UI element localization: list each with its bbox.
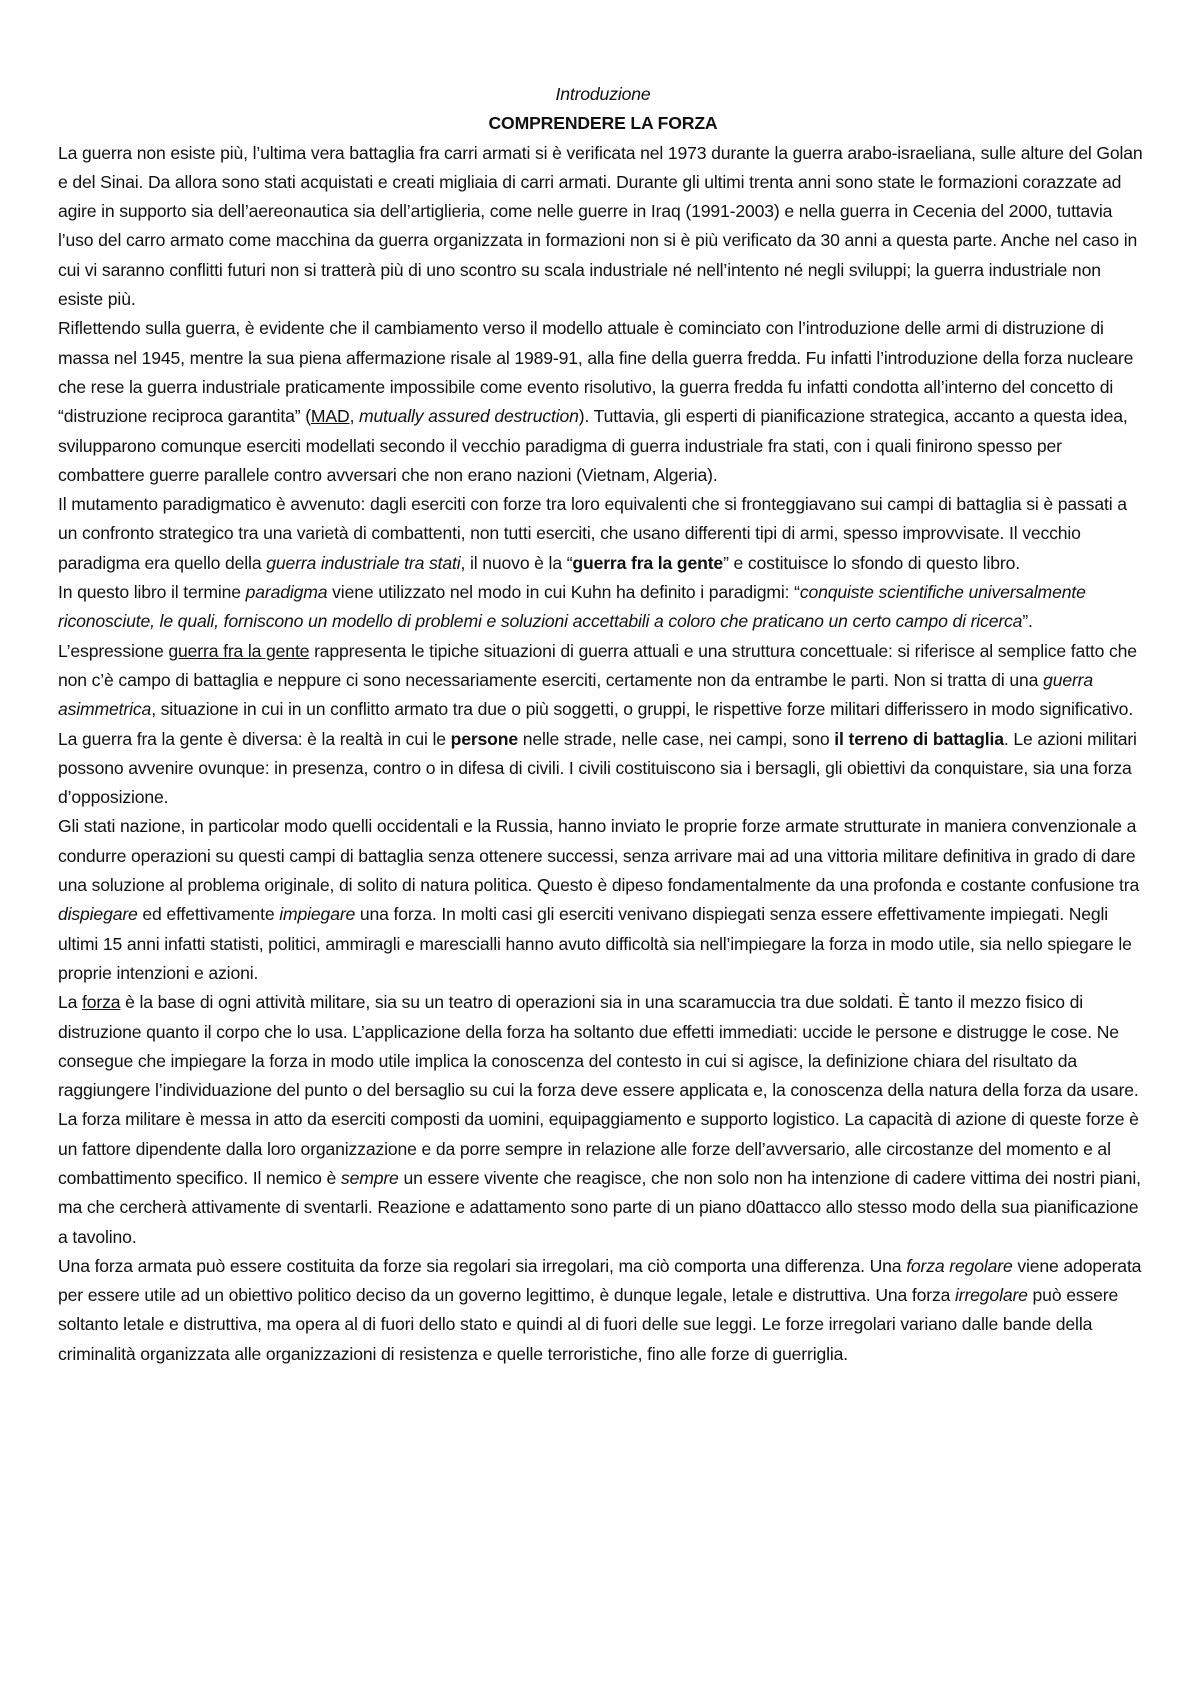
document-page xyxy=(58,80,1148,1369)
paragraph-7-text-c: un essere vivente che reagisce, che non solo non ha intenzione di cadere vittima dei nostri piani, ma che cercherà attivamente di sventarli. Reazione e adattamento sono parte di un piano d0attacco allo stesso modo della sua pianificazione a tavolino. xyxy=(58,1167,1141,1247)
underlined-war-among-people: guerra fra la gente xyxy=(168,640,310,661)
paragraph-6-text-b: ed effettivamente xyxy=(137,904,280,925)
paragraph-5-text-e: . Le azioni militari possono avvenire ovunque: in presenza, contro o in difesa di civili. I civili costituiscono sia i bersagli, gli obiettivi da conquistare, sia una forza d’opposizione. xyxy=(58,728,1137,808)
paragraph-4-text-a: In questo libro il termine xyxy=(58,582,246,603)
emphasis-industrial-war: guerra industriale tra stati xyxy=(266,552,461,573)
paragraph-3 xyxy=(58,490,1148,578)
mad-acronym: MAD xyxy=(310,406,350,427)
paragraph-8-text-b: viene adoperata per essere utile ad un obiettivo politico deciso da un governo legittimo, è dunque legale, letale e distruttiva. Una forza xyxy=(58,1255,1142,1306)
emphasis-always: sempre xyxy=(340,1167,399,1188)
paragraph-6-text-c: una forza. In molti casi gli eserciti venivano dispiegati senza essere effettivamente impiegati. Negli ultimi 15 anni infatti statisti, politici, ammiragli e marescialli hanno avuto difficoltà sia nell’impiegare la forza in modo utile, sia nello spiegare le proprie intenzioni e azioni. xyxy=(58,904,1132,983)
emphasis-deploy: dispiegare xyxy=(58,904,138,925)
bold-battlefield: il terreno di battaglia xyxy=(834,728,1004,749)
emphasis-employ: impiegare xyxy=(279,904,356,925)
paragraph-8-text-a: Una forza armata può essere costituita da forze sia regolari sia irregolari, ma ciò comporta una differenza. Una xyxy=(58,1255,907,1276)
bold-war-among-people: guerra fra la gente xyxy=(572,552,724,573)
paragraph-8-text-c: può essere soltanto letale e distruttiva, ma opera al di fuori dello stato e quindi al di fuori delle sue leggi. Le forze irregolari variano dalle bande della criminalità organizzata alle organizzazioni di resistenza e quelle terroristiche, fino alle forze di guerriglia. xyxy=(58,1285,1119,1364)
paragraph-6-text-a: Gli stati nazione, in particolar modo quelli occidentali e la Russia, hanno inviato le proprie forze armate strutturate in maniera convenzionale a condurre operazioni su questi campi di battaglia senza ottenere successi, senza arrivare mai ad una vittoria militare definitiva in grado di dare una soluzione al problema originale, di solito di natura politica. Questo è dipeso fondamentalmente da una profonda e costante confusione tra xyxy=(58,816,1140,896)
paragraph-3-text-b: , il nuovo è la “ xyxy=(460,552,573,573)
bold-people: persone xyxy=(450,728,518,749)
paragraph-2-text-a: Riflettendo sulla guerra, è evidente che il cambiamento verso il modello attuale è cominciato con l’introduzione delle armi di distruzione di massa nel 1945, mentre la sua piena affermazione risale al 1989-91, alla fine della guerra fredda. Fu infatti l’introduzione della forza nucleare che rese la guerra industriale praticamente impossibile come evento risolutivo, la guerra fredda fu infatti condotta all’interno del concetto di “distruzione reciproca garantita” ( xyxy=(58,318,1134,427)
paragraph-5 xyxy=(58,637,1148,813)
emphasis-irregular: irregolare xyxy=(954,1285,1028,1306)
paragraph-7-text-b: è la base di ogni attività militare, sia su un teatro di operazioni sia in una scaramuccia tra due soldati. È tanto il mezzo fisico di distruzione quanto il corpo che lo usa. L’applicazione della forza ha soltanto due effetti immediati: uccide le persone e distrugge le cose. Ne consegue che impiegare la forza in modo utile implica la conoscenza del contesto in cui si agisce, la definizione chiara del risultato da raggiungere l’individuazione del punto o del bersaglio su cui la forza deve essere applicata e, la conoscenza della natura della forza da usare. La forza militare è messa in atto da eserciti composti da uomini, equipaggiamento e supporto logistico. La capacità di azione di queste forze è un fattore dipendente dalla loro organizzazione e da porre sempre in relazione alle forze dell’avversario, alle circostanze del momento e al combattimento specifico. Il nemico è xyxy=(58,992,1139,1188)
paragraph-8 xyxy=(58,1252,1148,1369)
paragraph-3-text-a: Il mutamento paradigmatico è avvenuto: dagli eserciti con forze tra loro equivalenti che si fronteggiavano sui campi di battaglia si è passati a un confronto strategico tra una varietà di combattenti, non tutti eserciti, che usano differenti tipi di armi, spesso improvvisate. Il vecchio paradigma era quello della xyxy=(58,494,1127,573)
paragraph-7 xyxy=(58,988,1148,1252)
kuhn-quote: conquiste scientifiche universalmente riconosciute, le quali, forniscono un modello di problemi e soluzioni accettabili a coloro che praticano un certo campo di ricerca xyxy=(58,582,1086,632)
emphasis-asymmetric-war: guerra asimmetrica xyxy=(58,669,1094,720)
paragraph-4 xyxy=(58,578,1148,637)
section-kicker: Introduzione xyxy=(555,84,651,104)
mad-expansion: mutually assured destruction xyxy=(359,406,579,427)
emphasis-regular-force: forza regolare xyxy=(906,1255,1013,1276)
paragraph-2 xyxy=(58,314,1148,490)
page-title: COMPRENDERE LA FORZA xyxy=(488,113,718,134)
paragraph-5-text-a: L’espressione xyxy=(58,640,169,661)
paragraph-2-text-c: ). Tuttavia, gli esperti di pianificazione strategica, accanto a questa idea, svilupparono comunque eserciti modellati secondo il vecchio paradigma di guerra industriale fra stati, con i quali finirono spesso per combattere guerre parallele contro avversari che non erano nazioni (Vietnam, Algeria). xyxy=(58,406,1128,485)
paragraph-1: La guerra non esiste più, l’ultima vera battaglia fra carri armati si è verificata nel 1973 durante la guerra arabo-israeliana, sulle alture del Golan e del Sinai. Da allora sono stati acquistati e creati migliaia di carri armati. Durante gli ultimi trenta anni sono state le formazioni corazzate ad agire in supporto sia dell’aereonautica sia dell’artiglieria, come nelle guerre in Iraq (1991-2003) e nella guerra in Cecenia del 2000, tuttavia l’uso del carro armato come macchina da guerra organizzata in formazioni non si è più verificato da 30 anni a questa parte. Anche nel caso in cui vi saranno conflitti futuri non si tratterà più di uno scontro su scala industriale né nell’intento né negli sviluppi; la guerra industriale non esiste più. xyxy=(58,142,1143,310)
paragraph-7-text-a: La xyxy=(58,992,83,1013)
emphasis-paradigm: paradigma xyxy=(245,582,328,603)
paragraph-3-text-c: ” e costituisce lo sfondo di questo libro. xyxy=(723,552,1020,573)
paragraph-5-text-c: , situazione in cui in un conflitto armato tra due o più soggetti, o gruppi, le rispettive forze militari differissero in modo significativo. La guerra fra la gente è diversa: è la realtà in cui le xyxy=(58,699,1134,749)
paragraph-4-text-c: ”. xyxy=(1022,611,1033,632)
paragraph-5-text-b: rappresenta le tipiche situazioni di guerra attuali e una struttura concettuale: si riferisce al semplice fatto che non c’è campo di battaglia e neppure ci sono necessariamente eserciti, certamente non da entrambe le parti. Non si tratta di una xyxy=(58,640,1137,690)
paragraph-4-text-b: viene utilizzato nel modo in cui Kuhn ha definito i paradigmi: “ xyxy=(327,582,800,603)
paragraph-6 xyxy=(58,812,1148,988)
underlined-force: forza xyxy=(82,992,121,1013)
paragraph-5-text-d: nelle strade, nelle case, nei campi, sono xyxy=(518,728,835,749)
paragraph-2-text-b: , xyxy=(349,406,360,427)
